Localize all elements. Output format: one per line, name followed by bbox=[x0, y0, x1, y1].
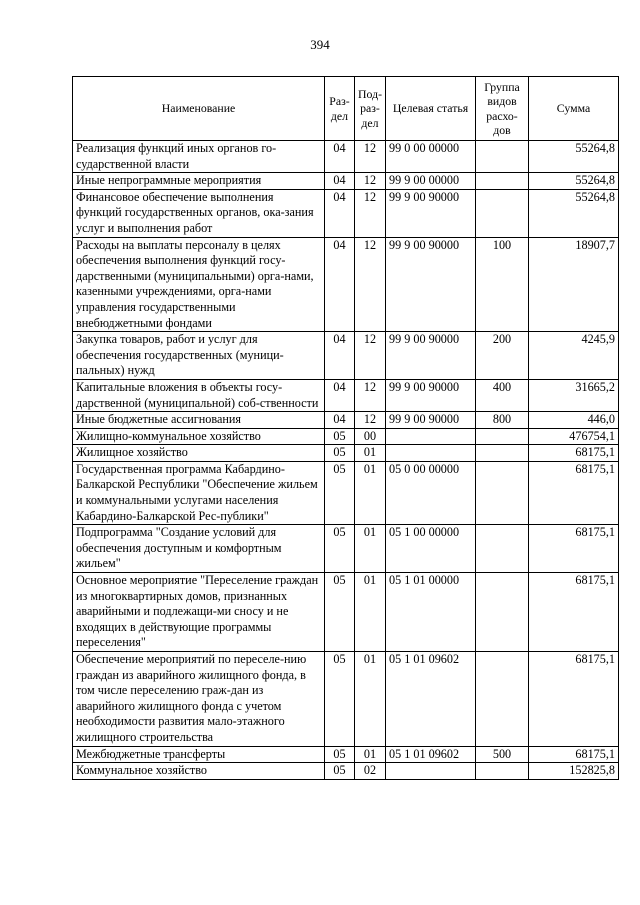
table-row bbox=[73, 141, 619, 173]
row-article-cell: 99 9 00 90000 bbox=[386, 189, 476, 237]
row-name-cell: Финансовое обеспечение выполнения функций государственных органов, ока-зания услуг и выполнения работ bbox=[73, 189, 325, 237]
row-name-cell: Межбюджетные трансферты bbox=[73, 746, 325, 763]
row-sum-cell: 446,0 bbox=[529, 412, 619, 429]
table-row bbox=[73, 525, 619, 573]
header-sum: Сумма bbox=[529, 77, 619, 141]
table-row bbox=[73, 412, 619, 429]
row-subsection-cell: 01 bbox=[355, 445, 386, 462]
table-row bbox=[73, 428, 619, 445]
row-group-cell bbox=[476, 445, 529, 462]
header-section: Раз-дел bbox=[325, 77, 355, 141]
row-name-cell: Жилищно-коммунальное хозяйство bbox=[73, 428, 325, 445]
row-subsection-cell: 00 bbox=[355, 428, 386, 445]
row-article-cell: 99 0 00 00000 bbox=[386, 141, 476, 173]
row-section-cell: 05 bbox=[325, 525, 355, 573]
row-name-cell: Реализация функций иных органов го-сударственной власти bbox=[73, 141, 325, 173]
row-section-cell: 04 bbox=[325, 379, 355, 411]
row-sum-cell: 68175,1 bbox=[529, 525, 619, 573]
header-subsection: Под-раз-дел bbox=[355, 77, 386, 141]
table-row bbox=[73, 746, 619, 763]
row-sum-cell: 4245,9 bbox=[529, 332, 619, 380]
row-subsection-cell: 12 bbox=[355, 237, 386, 332]
row-name-cell: Расходы на выплаты персоналу в целях обеспечения выполнения функций госу-дарственными (муниципальными) орга-нами, казенными учреждениями, орга-нами управления государственными внебюджетными фондами bbox=[73, 237, 325, 332]
row-section-cell: 05 bbox=[325, 445, 355, 462]
row-group-cell bbox=[476, 428, 529, 445]
table-row bbox=[73, 379, 619, 411]
row-name-cell: Основное мероприятие "Переселение граждан из многоквартирных домов, признанных аварийными и подлежащи-ми сносу и не входящих в действующие программы переселения" bbox=[73, 573, 325, 652]
row-name-cell: Обеспечение мероприятий по переселе-нию граждан из аварийного жилищного фонда, в том числе переселению граж-дан из аварийного жилищного фонда с учетом необходимости развития мало-этажного жилищного строительства bbox=[73, 652, 325, 747]
row-article-cell: 99 9 00 90000 bbox=[386, 412, 476, 429]
row-section-cell: 05 bbox=[325, 573, 355, 652]
row-article-cell bbox=[386, 763, 476, 780]
table-row bbox=[73, 237, 619, 332]
row-section-cell: 04 bbox=[325, 141, 355, 173]
row-sum-cell: 68175,1 bbox=[529, 652, 619, 747]
row-sum-cell: 31665,2 bbox=[529, 379, 619, 411]
table-row bbox=[73, 332, 619, 380]
row-group-cell bbox=[476, 189, 529, 237]
row-group-cell bbox=[476, 763, 529, 780]
row-group-cell bbox=[476, 141, 529, 173]
row-name-cell: Государственная программа Кабардино-Балкарской Республики "Обеспечение жильем и коммунальными услугами населения Кабардино-Балкарской Рес-публики" bbox=[73, 461, 325, 524]
row-sum-cell: 55264,8 bbox=[529, 173, 619, 190]
row-sum-cell: 68175,1 bbox=[529, 746, 619, 763]
row-article-cell: 05 1 01 09602 bbox=[386, 652, 476, 747]
row-group-cell: 500 bbox=[476, 746, 529, 763]
row-subsection-cell: 01 bbox=[355, 746, 386, 763]
row-subsection-cell: 12 bbox=[355, 412, 386, 429]
row-subsection-cell: 01 bbox=[355, 461, 386, 524]
table-header bbox=[73, 77, 619, 141]
row-group-cell bbox=[476, 573, 529, 652]
row-group-cell: 100 bbox=[476, 237, 529, 332]
row-article-cell bbox=[386, 445, 476, 462]
row-sum-cell: 476754,1 bbox=[529, 428, 619, 445]
row-name-cell: Иные непрограммные мероприятия bbox=[73, 173, 325, 190]
row-article-cell: 05 0 00 00000 bbox=[386, 461, 476, 524]
row-sum-cell: 68175,1 bbox=[529, 573, 619, 652]
row-article-cell: 05 1 00 00000 bbox=[386, 525, 476, 573]
page-number: 394 bbox=[310, 37, 330, 52]
table-row bbox=[73, 189, 619, 237]
row-section-cell: 05 bbox=[325, 763, 355, 780]
row-name-cell: Капитальные вложения в объекты госу-дарственной (муниципальной) соб-ственности bbox=[73, 379, 325, 411]
row-article-cell: 99 9 00 00000 bbox=[386, 173, 476, 190]
row-name-cell: Подпрограмма "Создание условий для обеспечения доступным и комфортным жильем" bbox=[73, 525, 325, 573]
row-group-cell: 800 bbox=[476, 412, 529, 429]
row-name-cell: Жилищное хозяйство bbox=[73, 445, 325, 462]
row-section-cell: 05 bbox=[325, 461, 355, 524]
row-article-cell bbox=[386, 428, 476, 445]
row-group-cell bbox=[476, 173, 529, 190]
row-sum-cell: 68175,1 bbox=[529, 445, 619, 462]
row-article-cell: 05 1 01 00000 bbox=[386, 573, 476, 652]
row-section-cell: 04 bbox=[325, 237, 355, 332]
row-section-cell: 04 bbox=[325, 332, 355, 380]
row-article-cell: 99 9 00 90000 bbox=[386, 237, 476, 332]
row-subsection-cell: 02 bbox=[355, 763, 386, 780]
budget-table bbox=[72, 76, 619, 780]
row-sum-cell: 55264,8 bbox=[529, 141, 619, 173]
table-row bbox=[73, 652, 619, 747]
row-group-cell: 200 bbox=[476, 332, 529, 380]
row-section-cell: 05 bbox=[325, 428, 355, 445]
row-subsection-cell: 01 bbox=[355, 525, 386, 573]
row-group-cell bbox=[476, 652, 529, 747]
row-subsection-cell: 12 bbox=[355, 332, 386, 380]
header-name: Наименование bbox=[73, 77, 325, 141]
row-sum-cell: 152825,8 bbox=[529, 763, 619, 780]
row-sum-cell: 18907,7 bbox=[529, 237, 619, 332]
table-row bbox=[73, 763, 619, 780]
row-group-cell bbox=[476, 461, 529, 524]
row-name-cell: Иные бюджетные ассигнования bbox=[73, 412, 325, 429]
row-article-cell: 99 9 00 90000 bbox=[386, 332, 476, 380]
row-group-cell: 400 bbox=[476, 379, 529, 411]
row-subsection-cell: 12 bbox=[355, 379, 386, 411]
table-body bbox=[73, 141, 619, 780]
table-row bbox=[73, 173, 619, 190]
row-subsection-cell: 12 bbox=[355, 141, 386, 173]
row-name-cell: Закупка товаров, работ и услуг для обеспечения государственных (муници-пальных) нужд bbox=[73, 332, 325, 380]
header-article: Целевая статья bbox=[386, 77, 476, 141]
row-sum-cell: 55264,8 bbox=[529, 189, 619, 237]
table-row bbox=[73, 461, 619, 524]
row-sum-cell: 68175,1 bbox=[529, 461, 619, 524]
table-row bbox=[73, 573, 619, 652]
row-subsection-cell: 01 bbox=[355, 652, 386, 747]
row-section-cell: 04 bbox=[325, 412, 355, 429]
row-section-cell: 04 bbox=[325, 173, 355, 190]
row-article-cell: 05 1 01 09602 bbox=[386, 746, 476, 763]
header-group: Группа видов расхо-дов bbox=[476, 77, 529, 141]
row-subsection-cell: 12 bbox=[355, 189, 386, 237]
row-article-cell: 99 9 00 90000 bbox=[386, 379, 476, 411]
row-section-cell: 05 bbox=[325, 652, 355, 747]
row-subsection-cell: 01 bbox=[355, 573, 386, 652]
row-group-cell bbox=[476, 525, 529, 573]
table-row bbox=[73, 445, 619, 462]
row-section-cell: 04 bbox=[325, 189, 355, 237]
row-subsection-cell: 12 bbox=[355, 173, 386, 190]
row-name-cell: Коммунальное хозяйство bbox=[73, 763, 325, 780]
row-section-cell: 05 bbox=[325, 746, 355, 763]
